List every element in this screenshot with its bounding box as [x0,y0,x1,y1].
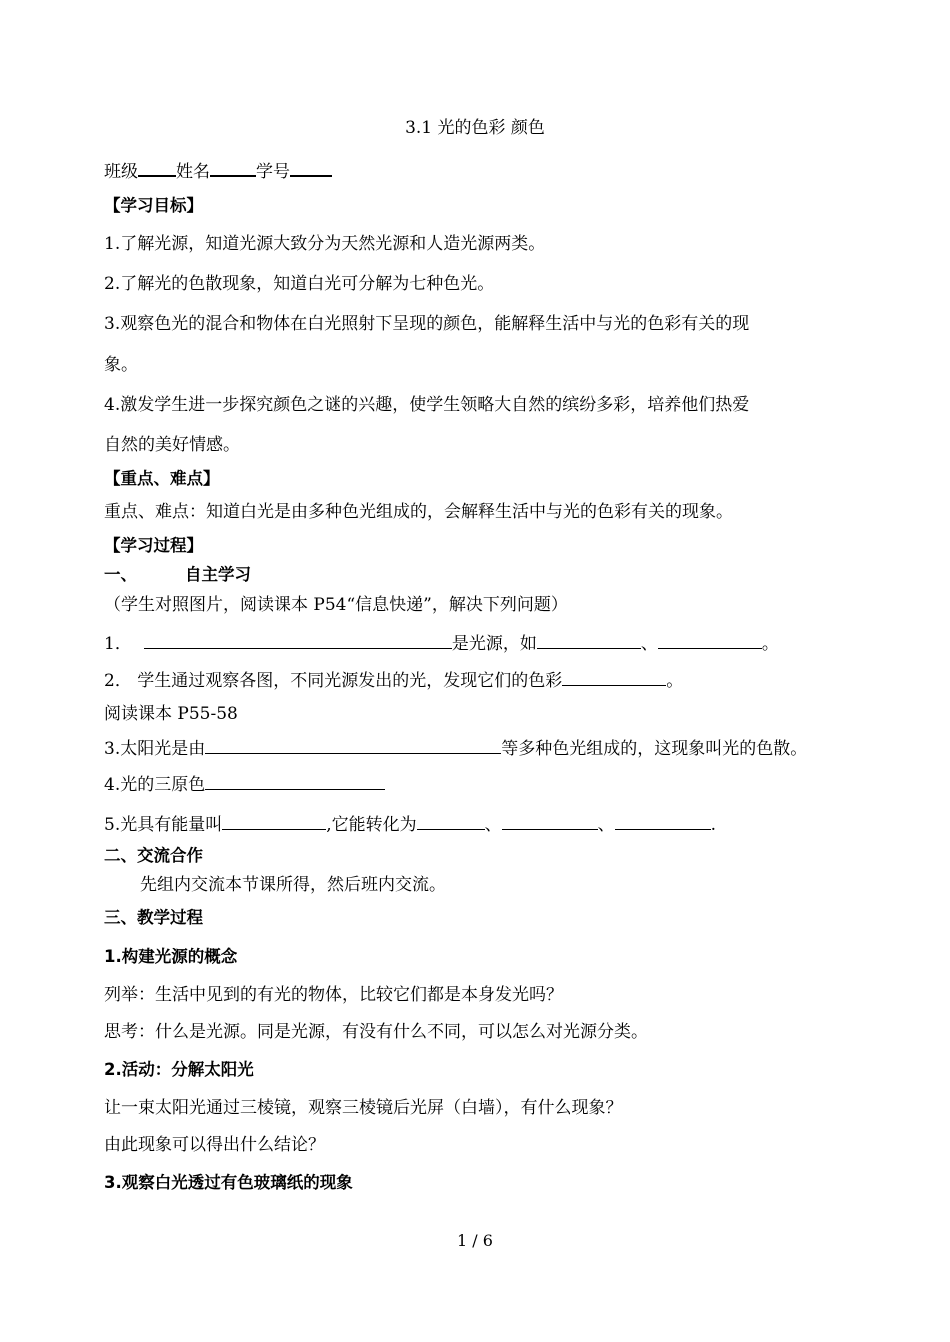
part2-heading: 二、交流合作 [104,846,203,865]
sub1-heading: 1.构建光源的概念 [104,947,238,966]
objective-4-cont: 自然的美好情感。 [104,435,240,455]
page-indicator: 1 / 6 [457,1231,493,1250]
key-points-text: 重点、难点：知道白光是由多种色光组成的，会解释生活中与光的色彩有关的现象。 [104,502,733,522]
sub2-heading: 2.活动：分解太阳光 [104,1060,254,1079]
name-blank[interactable] [210,157,256,177]
objective-3-cont: 象。 [104,355,138,375]
q4-blank[interactable] [205,771,385,790]
sub2-line-1: 让一束太阳光通过三棱镜，观察三棱镜后光屏（白墙），有什么现象？ [104,1098,623,1118]
q1-blank-3[interactable] [658,630,762,649]
question-1-number: 1． [104,634,132,654]
sub1-line-1: 列举：生活中见到的有光的物体，比较它们都是本身发光吗？ [104,985,563,1005]
question-5: 5.光具有能量叫 ,它能转化为 、 、 . [104,811,716,836]
sub3-heading: 3.观察白光透过有色玻璃纸的现象 [104,1173,353,1192]
part1-intro: （学生对照图片，阅读课本 P54“信息快递”，解决下列问题） [104,595,568,615]
objective-2: 2.了解光的色散现象，知道白光可分解为七种色光。 [104,274,495,294]
q2-blank[interactable] [562,667,666,686]
page-title: 3.1 光的色彩 颜色 [405,118,545,138]
id-label: 学号 [256,162,290,182]
student-info-line [104,157,332,183]
sub2-line-2: 由此现象可以得出什么结论？ [104,1135,325,1155]
q5-blank-4[interactable] [615,811,711,830]
part3-heading: 三、教学过程 [104,908,203,927]
part2-text: 先组内交流本节课所得，然后班内交流。 [140,875,446,895]
objective-3: 3.观察色光的混合和物体在白光照射下呈现的颜色，能解释生活中与光的色彩有关的现 [104,314,750,334]
objective-1: 1.了解光源，知道光源大致分为天然光源和人造光源两类。 [104,234,546,254]
class-label: 班级 [104,162,138,182]
part1-title: 自主学习 [185,565,251,584]
q5-blank-1[interactable] [222,811,326,830]
sub1-line-2: 思考：什么是光源。同是光源，有没有什么不同，可以怎么对光源分类。 [104,1022,648,1042]
question-3: 3.太阳光是由 等多种色光组成的，这现象叫光的色散。 [104,735,807,760]
process-heading: 【学习过程】 [104,536,203,555]
question-1: 1． 是光源，如 、 。 [104,630,779,655]
part1-heading [104,564,251,586]
q5-blank-2[interactable] [417,811,485,830]
objective-4: 4.激发学生进一步探究颜色之谜的兴趣，使学生领略大自然的缤纷多彩，培养他们热爱 [104,395,750,415]
q1-blank-1[interactable] [144,630,452,649]
key-points-heading: 【重点、难点】 [104,469,220,488]
question-2: 2． 学生通过观察各图，不同光源发出的光，发现它们的色彩 。 [104,667,683,692]
part1-number: 一、 [104,565,137,584]
q5-blank-3[interactable] [502,811,598,830]
objectives-heading: 【学习目标】 [104,196,203,215]
class-blank[interactable] [138,157,176,177]
reading-reference: 阅读课本 P55-58 [104,704,238,724]
name-label: 姓名 [176,162,210,182]
q1-blank-2[interactable] [537,630,641,649]
id-blank[interactable] [290,157,332,177]
question-4: 4.光的三原色 [104,771,385,796]
q3-blank[interactable] [205,735,501,754]
